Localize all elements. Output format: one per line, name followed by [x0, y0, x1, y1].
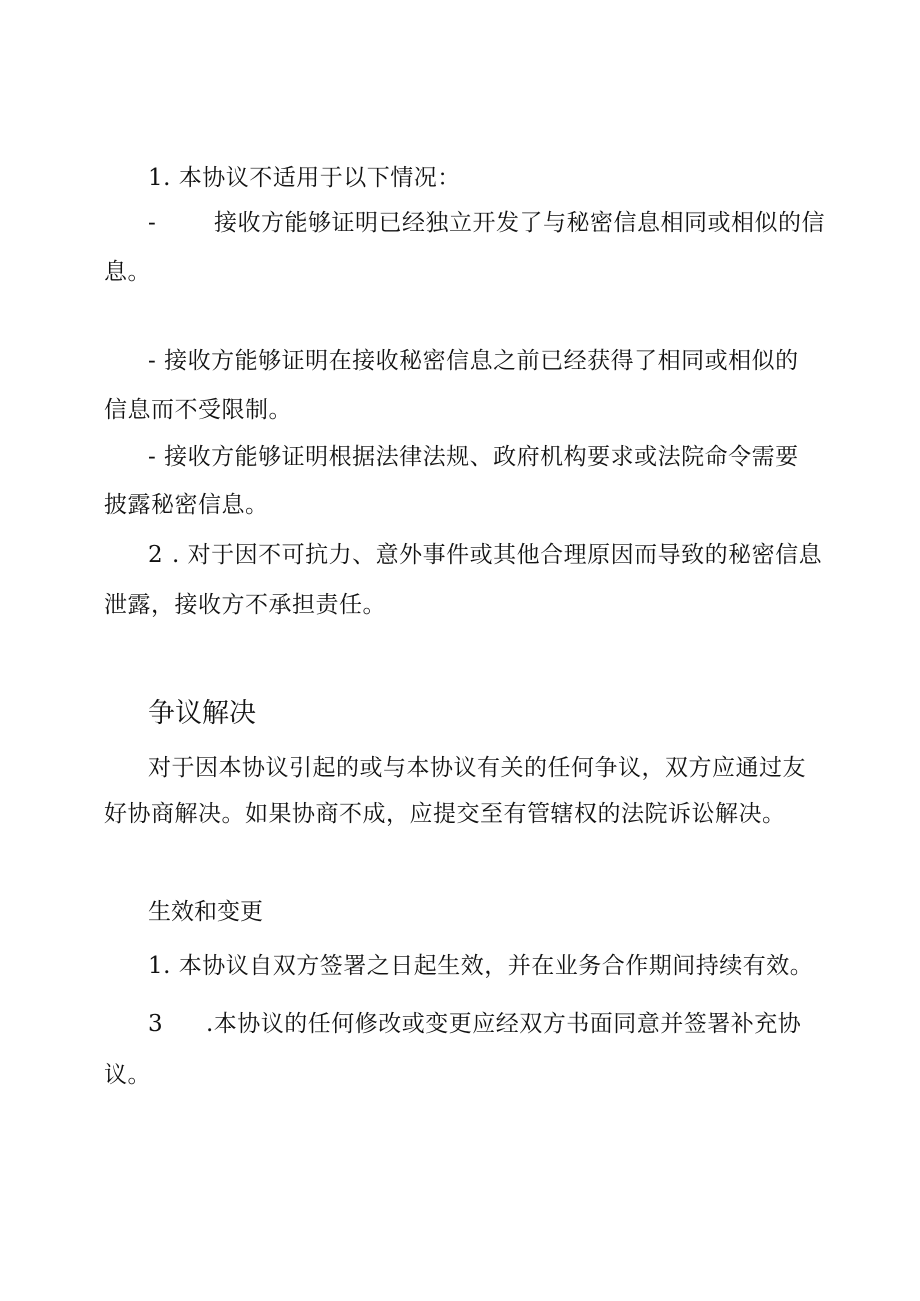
effect-clause-3-number: 3 [148, 1011, 164, 1037]
dispute-line2: 好协商解决。如果协商不成，应提交至有管辖权的法院诉讼解决。 [104, 801, 786, 827]
exception-item-2-line2: 信息而不受限制。 [104, 397, 292, 423]
effect-clause-1: 1. 本协议自双方签署之日起生效，并在业务合作期间持续有效。 [148, 953, 814, 979]
exception-item-1-line2: 息。 [104, 259, 151, 285]
effect-clause-3-line1: .本协议的任何修改或变更应经双方书面同意并签署补充协 [206, 1011, 802, 1037]
clause-2-number: 2 [148, 542, 164, 568]
exception-item-1-marker: - [148, 210, 157, 236]
clause-2-line2: 泄露，接收方不承担责任。 [104, 592, 386, 618]
exception-item-2-line1: - 接收方能够证明在接收秘密信息之前已经获得了相同或相似的 [148, 348, 799, 374]
effect-clause-3-line2: 议。 [104, 1062, 151, 1088]
exceptions-intro: 1. 本协议不适用于以下情况： [148, 165, 461, 191]
exception-item-1-line1: 接收方能够证明已经独立开发了与秘密信息相同或相似的信 [214, 210, 825, 236]
dispute-heading: 争议解决 [148, 698, 256, 729]
exception-item-3-line2: 披露秘密信息。 [104, 492, 269, 518]
dispute-line1: 对于因本协议引起的或与本协议有关的任何争议，双方应通过友 [148, 755, 806, 781]
effect-heading: 生效和变更 [148, 899, 263, 925]
exception-item-3-line1: - 接收方能够证明根据法律法规、政府机构要求或法院命令需要 [148, 444, 799, 470]
clause-2-line1: . 对于因不可抗力、意外事件或其他合理原因而导致的秘密信息 [172, 542, 823, 568]
